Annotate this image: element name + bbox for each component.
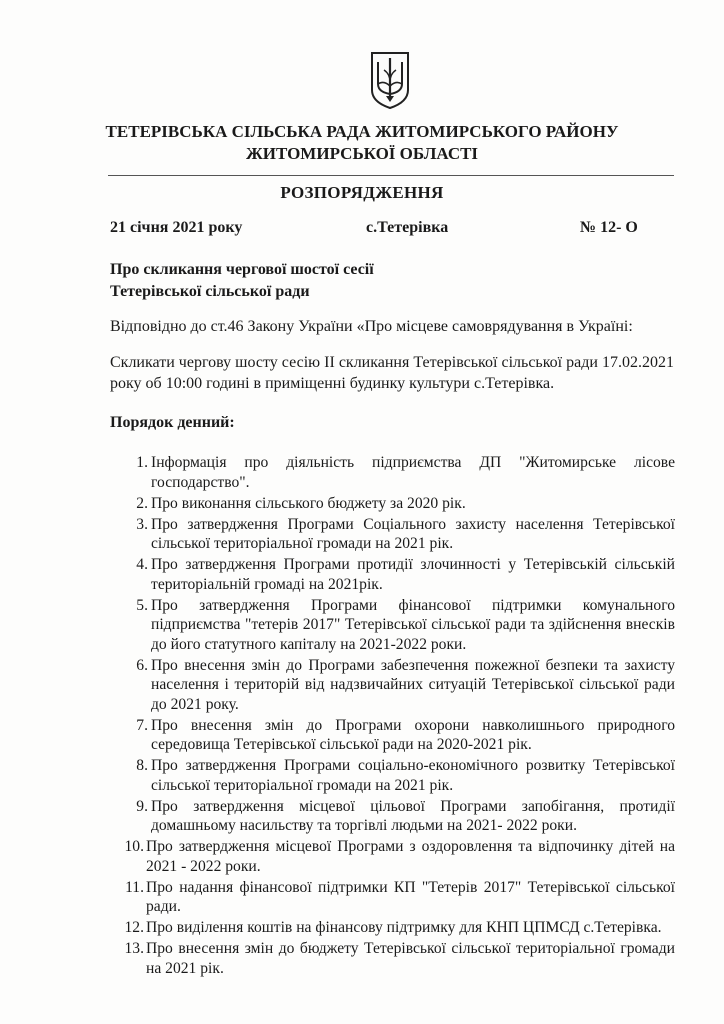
document-date: 21 січня 2021 року xyxy=(110,219,243,236)
agenda-item-text: Про затвердження Програми соціально-економічного розвитку Тетерівської сільської територіальної громади на 2021 рік. xyxy=(151,757,675,794)
agenda-item-text: Про затвердження Програми Соціального захисту населення Тетерівської сільської територіальної громади на 2021 рік. xyxy=(151,515,675,552)
agenda-item xyxy=(120,878,675,917)
organization-name-line2: ЖИТОМИРСЬКОЇ ОБЛАСТІ xyxy=(245,144,479,163)
agenda-item xyxy=(120,555,675,594)
agenda-item-number: 10. xyxy=(124,838,144,855)
subject-line1: Про скликання чергової шостої сесії xyxy=(110,261,374,278)
agenda-item xyxy=(120,656,675,715)
agenda-item-number: 2. xyxy=(136,494,148,512)
agenda-item xyxy=(120,596,675,655)
agenda-item-number: 1. xyxy=(136,454,148,471)
agenda-item xyxy=(120,494,675,514)
convene-paragraph: Скликати чергову шосту сесію ІІ скликання Тетерівської сільської ради 17.02.2021 року об 10:00 годині в приміщенні будинку культури с.Тетерівка. xyxy=(110,354,674,392)
agenda-item-number: 8. xyxy=(136,757,148,774)
agenda-item-text: Про внесення змін до Програми забезпечення пожежної безпеки та захисту населення і територій від надзвичайних ситуацій Тетерівської сільської ради до 2021 року. xyxy=(151,656,675,713)
agenda-item xyxy=(120,918,675,938)
agenda-item-number: 7. xyxy=(136,716,148,734)
agenda-item-number: 9. xyxy=(136,797,148,815)
agenda-item-text: Про затвердження місцевої Програми з оздоровлення та відпочинку дітей на 2021 - 2022 роки. xyxy=(146,838,675,875)
agenda-item-text: Про внесення змін до Програми охорони навколишнього природного середовища Тетерівської сільської ради на 2020-2021 рік. xyxy=(151,716,675,753)
header-divider xyxy=(108,175,674,176)
agenda-item-number: 4. xyxy=(136,556,148,573)
organization-name-line1: ТЕТЕРІВСЬКА СІЛЬСЬКА РАДА ЖИТОМИРСЬКОГО РАЙОНУ xyxy=(105,122,619,141)
legal-basis-paragraph: Відповідно до ст.46 Закону України «Про місцеве самоврядування в Україні: xyxy=(110,318,633,335)
document-place: с.Тетерівка xyxy=(366,219,449,236)
agenda-item xyxy=(120,797,675,836)
agenda-item-number: 6. xyxy=(136,656,148,674)
agenda-item-text: Про надання фінансової підтримки КП "Тетерів 2017" Тетерівської сільської ради. xyxy=(146,878,675,915)
agenda-item-text: Про виконання сільського бюджету за 2020 рік. xyxy=(151,494,466,512)
document-subject xyxy=(110,259,374,303)
agenda-item-number: 11. xyxy=(125,878,144,896)
agenda-item xyxy=(120,515,675,554)
agenda-item-number: 13. xyxy=(124,940,144,957)
agenda-item-number: 3. xyxy=(136,515,148,533)
agenda-item xyxy=(120,939,675,978)
agenda-item xyxy=(120,756,675,795)
agenda-item-text: Про внесення змін до бюджету Тетерівської сільської територіальної громади на 2021 рік. xyxy=(146,940,675,977)
agenda-item-text: Про затвердження місцевої цільової Програми запобігання, протидії домашньому насильству та торгівлі людьми на 2021- 2022 роки. xyxy=(151,797,675,834)
agenda-title: Порядок денний: xyxy=(110,414,235,431)
document-type-title: РОЗПОРЯДЖЕННЯ xyxy=(280,183,444,202)
subject-line2: Тетерівської сільської ради xyxy=(110,283,310,300)
agenda-item-number: 5. xyxy=(136,596,148,614)
agenda-item-number: 12. xyxy=(124,919,144,936)
document-number: № 12- О xyxy=(580,219,638,236)
agenda-item xyxy=(120,837,675,876)
agenda-item-text: Про виділення коштів на фінансову підтримку для КНП ЦПМСД с.Тетерівка. xyxy=(146,919,662,936)
trident-icon xyxy=(368,50,412,110)
agenda-item-text: Про затвердження Програми протидії злочинності у Тетерівській сільській територіальній громаді на 2021рік. xyxy=(151,556,675,593)
agenda-list xyxy=(120,453,675,980)
agenda-item-text: Про затвердження Програми фінансової підтримки комунального підприємства "тетерів 2017" Тетерівської сільської ради та здійснення внесків до його статутного капіталу на 2021-2022 роки. xyxy=(151,596,675,653)
agenda-item xyxy=(120,453,675,492)
agenda-item xyxy=(120,716,675,755)
agenda-item-text: Інформація про діяльність підприємства ДП "Житомирське лісове господарство". xyxy=(151,454,675,491)
